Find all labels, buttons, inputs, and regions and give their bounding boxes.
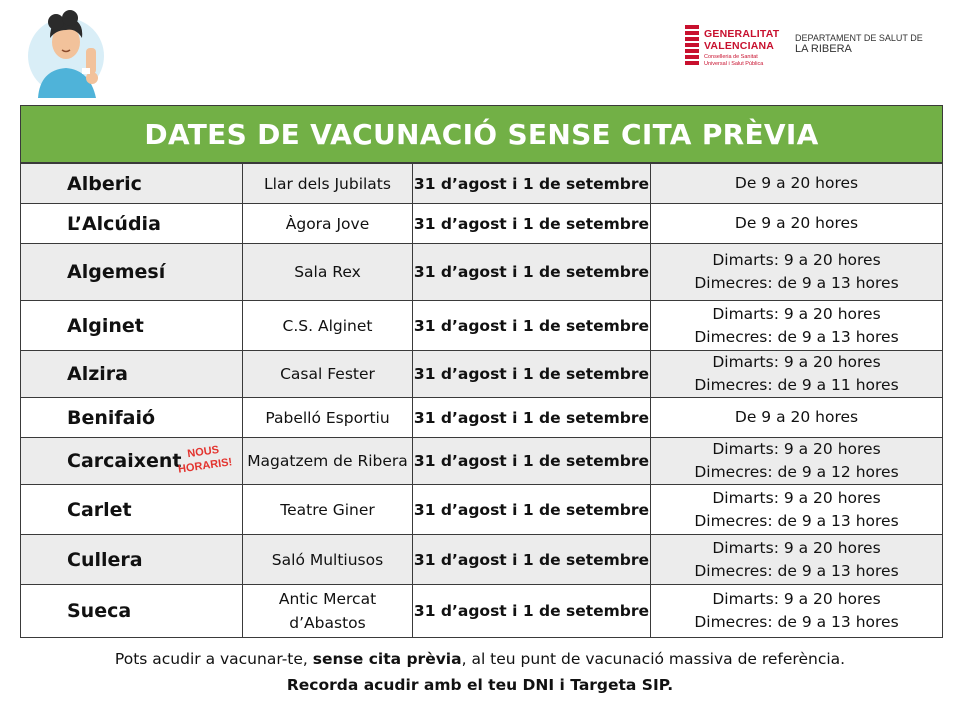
town-name: Sueca: [67, 600, 132, 622]
hours-line: Dimarts: 9 a 20 hores: [712, 488, 881, 507]
date-cell: 31 d’agost i 1 de setembre: [413, 585, 651, 638]
date-cell: 31 d’agost i 1 de setembre: [413, 438, 651, 485]
venue-cell: [243, 164, 413, 204]
hours-line: De 9 a 20 hores: [734, 214, 859, 232]
town-cell: [21, 351, 243, 398]
venue-cell: [243, 351, 413, 398]
town-name: Carlet: [67, 498, 132, 521]
date-cell: 31 d’agost i 1 de setembre: [413, 535, 651, 585]
venue-cell: [243, 301, 413, 351]
hours-line: Dimarts: 9 a 20 hores: [712, 590, 881, 608]
venue-line: C.S. Alginet: [282, 316, 373, 335]
date-cell: 31 d’agost i 1 de setembre: [413, 301, 651, 351]
footer-reminder: Recorda acudir amb el teu DNI i Targeta SIP.: [286, 676, 674, 694]
hours-line: Dimecres: de 9 a 12 hores: [694, 463, 899, 481]
table-row: [21, 164, 943, 204]
hours-line: Dimarts: 9 a 20 hores: [712, 304, 881, 323]
town-name: Carcaixent: [67, 450, 182, 472]
hours-cell: [651, 535, 943, 585]
new-hours-badge: NOUS HORARIS!: [177, 443, 233, 476]
town-name: Alzira: [67, 363, 128, 385]
hours-cell: [651, 301, 943, 351]
table-row: [21, 301, 943, 351]
town-name: L’Alcúdia: [67, 212, 161, 235]
hours-cell: [651, 244, 943, 301]
town-cell: [21, 585, 243, 638]
hours-cell: [651, 164, 943, 204]
table-row: [21, 351, 943, 398]
generalitat-logo: [684, 25, 944, 75]
town-name: Benifaió: [67, 406, 156, 429]
logo-subtitle: Conselleria de Sanitat Universal i Salut Pública: [704, 54, 764, 67]
date-cell: 31 d’agost i 1 de setembre: [413, 485, 651, 535]
venue-line: Teatre Giner: [280, 500, 375, 519]
hours-line: De 9 a 20 hores: [734, 174, 859, 192]
venue-line: d’Abastos: [289, 614, 366, 632]
town-name: Alginet: [67, 314, 144, 337]
hours-line: Dimecres: de 9 a 11 hores: [694, 376, 899, 394]
venue-line: Àgora Jove: [285, 214, 370, 233]
town-cell: [21, 438, 243, 485]
hours-cell: [651, 351, 943, 398]
venue-line: Pabelló Esportiu: [265, 408, 390, 427]
hours-line: Dimecres: de 9 a 13 hores: [694, 613, 899, 631]
vaccination-schedule-table: [20, 105, 942, 638]
date-cell: 31 d’agost i 1 de setembre: [413, 164, 651, 204]
town-cell: [21, 485, 243, 535]
date-cell: 31 d’agost i 1 de setembre: [413, 204, 651, 244]
table-row: [21, 438, 943, 485]
venue-line: Saló Multiusos: [271, 550, 384, 569]
town-name: Algemesí: [67, 261, 166, 283]
logo-title: GENERALITAT VALENCIANA: [704, 28, 780, 52]
venue-line: Antic Mercat: [278, 590, 377, 608]
table-row: [21, 244, 943, 301]
venue-cell: [243, 485, 413, 535]
venue-line: Casal Fester: [280, 365, 375, 383]
venue-line: Sala Rex: [294, 263, 361, 281]
hours-cell: [651, 585, 943, 638]
town-cell: [21, 301, 243, 351]
venue-cell: [243, 244, 413, 301]
town-cell: [21, 535, 243, 585]
town-name: Cullera: [67, 548, 143, 571]
date-cell: 31 d’agost i 1 de setembre: [413, 244, 651, 301]
hours-cell: [651, 398, 943, 438]
table-row: [21, 585, 943, 638]
venue-cell: [243, 204, 413, 244]
generalitat-emblem-icon: [684, 25, 700, 67]
venue-cell: [243, 438, 413, 485]
nurse-avatar-illustration: [26, 8, 110, 98]
venue-cell: [243, 585, 413, 638]
venue-cell: [243, 398, 413, 438]
department-name: DEPARTAMENT DE SALUT DE LA RIBERA: [795, 33, 923, 55]
town-cell: [21, 398, 243, 438]
hours-line: Dimecres: de 9 a 13 hores: [694, 561, 899, 580]
date-cell: 31 d’agost i 1 de setembre: [413, 398, 651, 438]
hours-line: Dimecres: de 9 a 13 hores: [694, 274, 899, 292]
hours-line: Dimarts: 9 a 20 hores: [712, 353, 881, 371]
table-row: [21, 535, 943, 585]
town-cell: [21, 204, 243, 244]
hours-line: De 9 a 20 hores: [734, 408, 859, 426]
hours-line: Dimecres: de 9 a 13 hores: [694, 511, 899, 530]
hours-line: Dimarts: 9 a 20 hores: [712, 538, 881, 557]
hours-cell: [651, 485, 943, 535]
hours-cell: [651, 438, 943, 485]
hours-cell: [651, 204, 943, 244]
hours-line: Dimecres: de 9 a 13 hores: [694, 327, 899, 346]
hours-line: Dimarts: 9 a 20 hores: [712, 440, 881, 458]
town-name: Alberic: [67, 172, 142, 195]
table-row: [21, 398, 943, 438]
venue-cell: [243, 535, 413, 585]
footer-note: Pots acudir a vacunar-te, sense cita prèvia, al teu punt de vacunació massiva de referència.: [114, 650, 846, 668]
venue-line: Llar dels Jubilats: [264, 174, 391, 193]
date-cell: 31 d’agost i 1 de setembre: [413, 351, 651, 398]
table-title: DATES DE VACUNACIÓ SENSE CITA PRÈVIA: [21, 106, 943, 163]
town-cell: [21, 164, 243, 204]
venue-line: Magatzem de Ribera: [247, 452, 408, 470]
table-row: [21, 204, 943, 244]
hours-line: Dimarts: 9 a 20 hores: [712, 251, 881, 269]
town-cell: [21, 244, 243, 301]
table-row: [21, 485, 943, 535]
